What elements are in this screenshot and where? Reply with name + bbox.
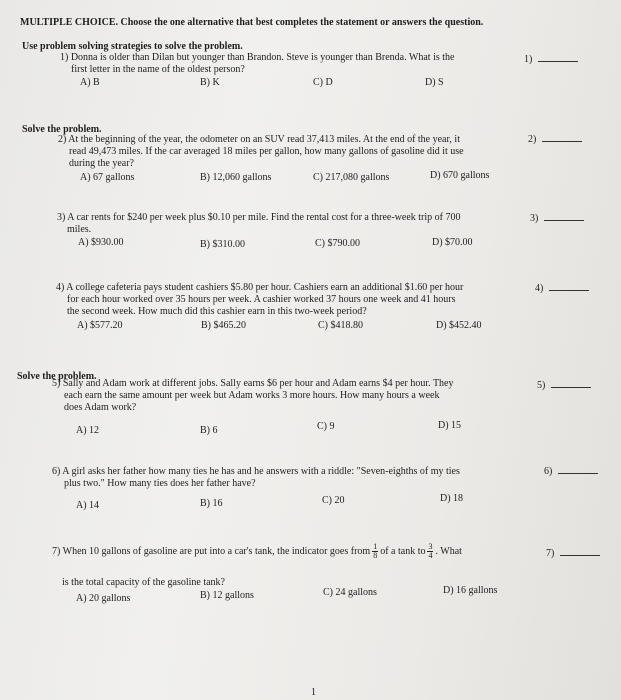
section-heading: Solve the problem. [17, 371, 97, 382]
option-a[interactable]: A) 67 gallons [80, 172, 135, 183]
fraction-denominator: 4 [428, 551, 433, 561]
question-text: is the total capacity of the gasoline tank? [62, 577, 225, 588]
answer-slot[interactable] [535, 281, 589, 294]
option-d[interactable]: D) 18 [440, 493, 464, 504]
option-b[interactable]: B) $310.00 [200, 239, 245, 250]
option-c[interactable]: C) 9 [317, 421, 335, 432]
option-b[interactable]: B) 6 [200, 425, 218, 436]
answer-number: 1) [524, 54, 533, 65]
question-text: 6) A girl asks her father how many ties he has and he answers with a riddle: "Seven-eighths of my ties [52, 466, 460, 477]
option-d[interactable]: D) 670 gallons [430, 170, 490, 181]
question-text: 3) A car rents for $240 per week plus $0.10 per mile. Find the rental cost for a three-week trip of 700 [57, 212, 461, 223]
option-a[interactable]: A) 14 [76, 500, 100, 511]
answer-blank[interactable] [544, 211, 584, 221]
answer-slot[interactable] [544, 464, 598, 477]
question-text: 1) Donna is older than Dilan but younger than Brandon. Steve is younger than Brenda. What is the [60, 52, 455, 63]
question-text-part: . What [435, 546, 462, 557]
question-text: read 49,473 miles. If the car averaged 18 miles per gallon, how many gallons of gasoline did it use [69, 146, 464, 157]
option-a[interactable]: A) $930.00 [78, 237, 124, 248]
fraction-denominator: 8 [373, 551, 378, 561]
answer-number: 6) [544, 466, 553, 477]
option-b[interactable]: B) $465.20 [201, 320, 246, 331]
question-text [52, 543, 462, 561]
question-text: first letter in the name of the oldest person? [71, 64, 245, 75]
question-text: does Adam work? [64, 402, 137, 413]
question-text: during the year? [69, 158, 134, 169]
answer-slot[interactable] [528, 132, 582, 145]
option-d[interactable]: D) $70.00 [432, 237, 473, 248]
option-c[interactable]: C) $418.80 [318, 320, 363, 331]
answer-blank[interactable] [542, 132, 582, 142]
question-text: 2) At the beginning of the year, the odometer on an SUV read 37,413 miles. At the end of the year, it [58, 134, 460, 145]
question-text: miles. [67, 224, 92, 235]
fraction-numerator: 1 [373, 542, 378, 552]
section-heading: Use problem solving strategies to solve the problem. [22, 41, 243, 52]
answer-number: 7) [546, 548, 555, 559]
question-text: plus two." How many ties does her father have? [64, 478, 256, 489]
option-d[interactable]: D) S [425, 77, 444, 88]
option-a[interactable]: A) 12 [76, 425, 100, 436]
answer-number: 3) [530, 213, 539, 224]
instructions-header: MULTIPLE CHOICE. Choose the one alternative that best completes the statement or answers the question. [20, 17, 484, 28]
answer-number: 2) [528, 134, 537, 145]
answer-blank[interactable] [538, 52, 578, 62]
option-b[interactable]: B) 12 gallons [200, 590, 254, 601]
option-d[interactable]: D) 15 [438, 420, 462, 431]
answer-slot[interactable] [530, 211, 584, 224]
answer-slot[interactable] [546, 546, 600, 559]
answer-blank[interactable] [549, 281, 589, 291]
answer-slot[interactable] [537, 378, 591, 391]
answer-blank[interactable] [558, 464, 598, 474]
question-text: 5) Sally and Adam work at different jobs. Sally earns $6 per hour and Adam earns $4 per hour. They [52, 378, 454, 389]
option-c[interactable]: C) 24 gallons [323, 587, 377, 598]
question-text-part: of a tank to [380, 546, 426, 557]
question-text: for each hour worked over 35 hours per week. A cashier worked 37 hours one week and 41 hours [67, 294, 456, 305]
answer-number: 4) [535, 283, 544, 294]
option-a[interactable]: A) B [80, 77, 100, 88]
option-c[interactable]: C) D [313, 77, 333, 88]
question-text: 4) A college cafeteria pays student cashiers $5.80 per hour. Cashiers earn an additional $1.60 per hour [56, 282, 464, 293]
question-text-part: 7) When 10 gallons of gasoline are put into a car's tank, the indicator goes from [52, 546, 371, 557]
answer-blank[interactable] [551, 378, 591, 388]
option-b[interactable]: B) 16 [200, 498, 223, 509]
option-a[interactable]: A) $577.20 [77, 320, 123, 331]
fraction-numerator: 3 [428, 542, 433, 552]
question-text: each earn the same amount per week but Adam works 3 more hours. How many hours a week [64, 390, 440, 401]
question-text: the second week. How much did this cashier earn in this two-week period? [67, 306, 367, 317]
page-number: 1 [311, 687, 316, 698]
fraction-three-quarters [427, 543, 433, 560]
answer-blank[interactable] [560, 546, 600, 556]
section-heading: Solve the problem. [22, 124, 102, 135]
answer-number: 5) [537, 380, 546, 391]
option-c[interactable]: C) $790.00 [315, 238, 360, 249]
answer-slot[interactable] [524, 52, 578, 65]
option-d[interactable]: D) $452.40 [436, 320, 482, 331]
option-c[interactable]: C) 20 [322, 495, 345, 506]
option-b[interactable]: B) 12,060 gallons [200, 172, 272, 183]
option-b[interactable]: B) K [200, 77, 220, 88]
option-c[interactable]: C) 217,080 gallons [313, 172, 390, 183]
option-d[interactable]: D) 16 gallons [443, 585, 498, 596]
fraction-one-eighth [372, 543, 378, 560]
option-a[interactable]: A) 20 gallons [76, 593, 131, 604]
